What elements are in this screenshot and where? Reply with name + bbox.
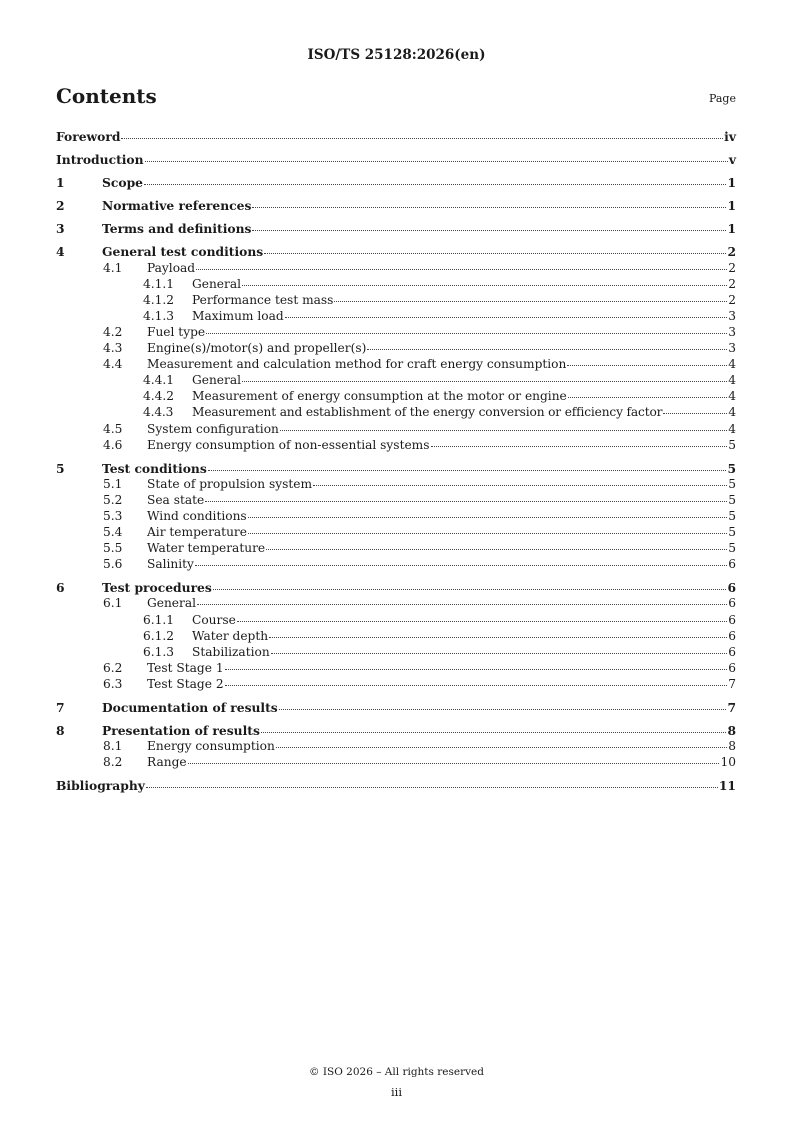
toc-entry-page: 8 xyxy=(727,723,736,739)
dot-leader xyxy=(188,763,720,764)
dot-leader xyxy=(242,381,727,382)
toc-entry-page: 2 xyxy=(728,276,736,291)
dot-leader xyxy=(285,317,728,318)
toc-entry-5-2[interactable] xyxy=(56,493,736,509)
toc-entry-title: Test conditions xyxy=(102,460,207,476)
toc-entry-page: 11 xyxy=(718,778,736,794)
toc-entry-number: 6.3 xyxy=(103,676,123,691)
toc-entry-number: 7 xyxy=(56,700,65,715)
toc-entry-page: 4 xyxy=(728,373,736,388)
toc-entry-foreword[interactable] xyxy=(56,129,736,145)
toc-entry-title: Scope xyxy=(102,175,143,191)
toc-entry-title: Performance test mass xyxy=(192,292,334,307)
dot-leader xyxy=(121,138,723,139)
toc-entry-4-5[interactable] xyxy=(56,422,736,438)
toc-entry-page: 4 xyxy=(728,389,736,404)
toc-entry-4-4[interactable] xyxy=(56,357,736,373)
dot-leader xyxy=(196,269,727,270)
dot-leader xyxy=(276,747,727,748)
toc-entry-title: Course xyxy=(192,612,236,627)
toc-entry-number: 5.1 xyxy=(103,476,123,491)
dot-leader xyxy=(261,732,727,733)
toc-entry-8-1[interactable] xyxy=(56,739,736,755)
toc-entry-bibliography[interactable] xyxy=(56,778,736,794)
dot-leader xyxy=(208,470,727,471)
toc-entry-title: General xyxy=(192,373,241,388)
toc-entry-4-1-2[interactable] xyxy=(56,293,736,309)
toc-entry-number: 4.1.2 xyxy=(143,292,175,307)
toc-entry-1[interactable] xyxy=(56,175,736,191)
dot-leader xyxy=(279,709,727,710)
toc-entry-title: Stabilization xyxy=(192,644,270,659)
toc-entry-title: Terms and definitions xyxy=(102,221,252,237)
toc-entry-title: Water depth xyxy=(192,628,269,643)
page-column-label: Page xyxy=(708,92,736,105)
toc-entry-number: 4.2 xyxy=(103,324,123,339)
dot-leader xyxy=(269,637,727,638)
toc-entry-title: State of propulsion system xyxy=(147,476,313,491)
toc-entry-6-2[interactable] xyxy=(56,661,736,677)
toc-entry-title: Wind conditions xyxy=(147,508,247,523)
toc-entry-5[interactable] xyxy=(56,461,736,477)
toc-entry-number: 4.1.3 xyxy=(143,308,175,323)
toc-entry-page: 6 xyxy=(728,612,736,627)
toc-entry-2[interactable] xyxy=(56,198,736,214)
toc-entry-page: 5 xyxy=(728,525,736,540)
toc-entry-page: iv xyxy=(724,129,736,144)
toc-entry-title: Air temperature xyxy=(147,525,247,540)
toc-entry-page: 3 xyxy=(728,308,736,323)
dot-leader xyxy=(568,397,727,398)
dot-leader xyxy=(567,365,727,366)
dot-leader xyxy=(266,549,727,550)
toc-entry-page: 5 xyxy=(728,492,736,507)
toc-entry-page: 5 xyxy=(728,541,736,556)
toc-entry-number: 4.4.1 xyxy=(143,373,175,388)
toc-entry-number: 4.6 xyxy=(103,437,123,452)
toc-entry-number: 5.2 xyxy=(103,492,123,507)
dot-leader xyxy=(313,485,727,486)
toc-entry-title: Normative references xyxy=(102,198,252,214)
toc-entry-4-4-2[interactable] xyxy=(56,389,736,405)
toc-entry-page: 8 xyxy=(728,739,736,754)
toc-entry-number: 5.3 xyxy=(103,508,123,523)
toc-entry-number: 4 xyxy=(56,244,65,260)
toc-entry-page: 2 xyxy=(728,260,736,275)
toc-entry-3[interactable] xyxy=(56,221,736,237)
toc-entry-number: 6.1.3 xyxy=(143,644,175,659)
dot-leader xyxy=(252,207,726,208)
toc-entry-title: General test conditions xyxy=(102,244,264,260)
toc-entry-page: 2 xyxy=(728,292,736,307)
toc-entry-6-3[interactable] xyxy=(56,677,736,693)
toc-entry-5-5[interactable] xyxy=(56,541,736,557)
toc-entry-6-1-2[interactable] xyxy=(56,629,736,645)
toc-entry-number: 6.1.2 xyxy=(143,628,175,643)
toc-entry-number: 6.1 xyxy=(103,596,123,611)
toc-entry-title: Documentation of results xyxy=(102,700,278,715)
toc-entry-page: 5 xyxy=(728,508,736,523)
toc-entry-number: 1 xyxy=(56,175,65,191)
dot-leader xyxy=(334,301,727,302)
toc-entry-number: 6.2 xyxy=(103,660,123,675)
dot-leader xyxy=(144,184,726,185)
toc-entry-page: 7 xyxy=(727,700,736,715)
toc-entry-page: 6 xyxy=(728,660,736,675)
toc-entry-page: 5 xyxy=(728,476,736,491)
toc-entry-page: 4 xyxy=(728,405,736,420)
toc-entry-number: 4.5 xyxy=(103,421,123,436)
toc-entry-title: Engine(s)/motor(s) and propeller(s) xyxy=(147,341,367,356)
toc-entry-4-2[interactable] xyxy=(56,325,736,341)
toc-entry-number: 5 xyxy=(56,460,65,476)
toc-entry-page: 3 xyxy=(728,341,736,356)
toc-entry-6[interactable] xyxy=(56,580,736,596)
toc-entry-number: 6.1.1 xyxy=(143,612,175,627)
toc-entry-title: Measurement and calculation method for craft energy consumption xyxy=(147,357,567,372)
dot-leader xyxy=(205,501,727,502)
document-id: ISO/TS 25128:2026(en) xyxy=(307,47,486,63)
dot-leader xyxy=(146,787,718,788)
toc-entry-4[interactable] xyxy=(56,244,736,260)
dot-leader xyxy=(195,565,727,566)
toc-entry-title: Presentation of results xyxy=(102,723,260,739)
toc-entry-5-4[interactable] xyxy=(56,525,736,541)
toc-entry-number: 6 xyxy=(56,580,65,596)
toc-entry-title: Bibliography xyxy=(56,778,145,794)
dot-leader xyxy=(197,604,727,605)
toc-entry-number: 5.4 xyxy=(103,525,123,540)
toc-entry-5-1[interactable] xyxy=(56,477,736,493)
toc-entry-page: 6 xyxy=(728,644,736,659)
toc-entry-page: 1 xyxy=(727,198,736,214)
toc-entry-page: 6 xyxy=(728,557,736,572)
toc-entry-number: 4.1.1 xyxy=(143,276,175,291)
dot-leader xyxy=(225,685,728,686)
toc-entry-number: 4.4 xyxy=(103,357,123,372)
toc-entry-title: Test procedures xyxy=(102,580,212,596)
toc-entry-title: Measurement of energy consumption at the motor or engine xyxy=(192,389,567,404)
toc-entry-page: 10 xyxy=(720,755,736,770)
toc-entry-page: 3 xyxy=(728,324,736,339)
toc-entry-5-3[interactable] xyxy=(56,509,736,525)
toc-entry-title: Test Stage 1 xyxy=(147,660,224,675)
dot-leader xyxy=(367,349,727,350)
toc-entry-page: 6 xyxy=(728,628,736,643)
toc-entry-page: 2 xyxy=(727,244,736,260)
toc-entry-page: 1 xyxy=(727,175,736,191)
toc-entry-4-1[interactable] xyxy=(56,261,736,277)
toc-entry-number: 3 xyxy=(56,221,65,237)
toc-entry-page: 5 xyxy=(727,460,736,476)
toc-entry-6-1-1[interactable] xyxy=(56,613,736,629)
toc-entry-number: 5.5 xyxy=(103,541,123,556)
toc-entry-title: Range xyxy=(147,755,187,770)
toc-entry-8-2[interactable] xyxy=(56,755,736,771)
toc-entry-title: Sea state xyxy=(147,492,205,507)
toc-entry-number: 8 xyxy=(56,723,65,739)
dot-leader xyxy=(271,653,728,654)
toc-entry-title: Energy consumption of non-essential systems xyxy=(147,437,430,452)
toc-entry-title: General xyxy=(147,596,196,611)
toc-entry-4-6[interactable] xyxy=(56,438,736,454)
toc-entry-title: Maximum load xyxy=(192,308,284,323)
copyright-notice: © ISO 2026 – All rights reserved xyxy=(309,1066,484,1078)
toc-entry-title: Test Stage 2 xyxy=(147,676,224,691)
dot-leader xyxy=(242,285,727,286)
toc-entry-number: 8.2 xyxy=(103,755,123,770)
toc-entry-8[interactable] xyxy=(56,723,736,739)
toc-entry-number: 4.4.2 xyxy=(143,389,175,404)
toc-entry-4-3[interactable] xyxy=(56,341,736,357)
toc-entry-4-4-1[interactable] xyxy=(56,373,736,389)
toc-entry-page: 1 xyxy=(727,221,736,237)
dot-leader xyxy=(264,253,726,254)
toc-entry-number: 4.4.3 xyxy=(143,405,174,420)
page-number: iii xyxy=(390,1085,403,1099)
toc-entry-title: Introduction xyxy=(56,152,144,168)
dot-leader xyxy=(252,230,726,231)
toc-entry-page: 6 xyxy=(728,596,736,611)
dot-leader xyxy=(248,533,727,534)
dot-leader xyxy=(431,446,728,447)
toc-entry-title: Foreword xyxy=(56,129,121,144)
toc-entry-title: General xyxy=(192,276,241,291)
toc-entry-number: 2 xyxy=(56,198,65,214)
toc-entry-page: 4 xyxy=(728,421,736,436)
contents-title: Contents xyxy=(56,84,157,108)
toc-entry-7[interactable] xyxy=(56,700,736,716)
toc-entry-title: Fuel type xyxy=(147,324,206,339)
table-of-contents xyxy=(56,129,736,794)
dot-leader xyxy=(145,161,728,162)
toc-entry-number: 8.1 xyxy=(103,739,123,754)
toc-entry-title: Measurement and establishment of the energy conversion or efficiency factor xyxy=(192,405,663,420)
dot-leader xyxy=(225,669,728,670)
toc-entry-6-1[interactable] xyxy=(56,596,736,612)
dot-leader xyxy=(663,413,727,414)
toc-entry-title: System configuration xyxy=(147,421,279,436)
toc-entry-number: 4.1 xyxy=(103,260,123,275)
toc-entry-4-4-3[interactable] xyxy=(56,405,736,421)
toc-entry-title: Payload xyxy=(147,260,196,275)
dot-leader xyxy=(280,430,727,431)
toc-entry-title: Energy consumption xyxy=(147,739,275,754)
toc-entry-number: 5.6 xyxy=(103,557,123,572)
toc-entry-page: 4 xyxy=(728,357,736,372)
dot-leader xyxy=(206,333,727,334)
toc-entry-page: v xyxy=(728,152,736,168)
toc-entry-page: 7 xyxy=(728,676,736,691)
toc-entry-page: 5 xyxy=(728,437,736,452)
toc-entry-4-1-1[interactable] xyxy=(56,277,736,293)
toc-entry-page: 6 xyxy=(727,580,736,596)
dot-leader xyxy=(248,517,728,518)
toc-entry-6-1-3[interactable] xyxy=(56,645,736,661)
dot-leader xyxy=(237,621,727,622)
toc-entry-number: 4.3 xyxy=(103,341,123,356)
dot-leader xyxy=(213,589,727,590)
toc-entry-4-1-3[interactable] xyxy=(56,309,736,325)
toc-entry-5-6[interactable] xyxy=(56,557,736,573)
toc-entry-title: Water temperature xyxy=(147,541,266,556)
toc-entry-title: Salinity xyxy=(147,557,194,572)
toc-entry-introduction[interactable] xyxy=(56,152,736,168)
